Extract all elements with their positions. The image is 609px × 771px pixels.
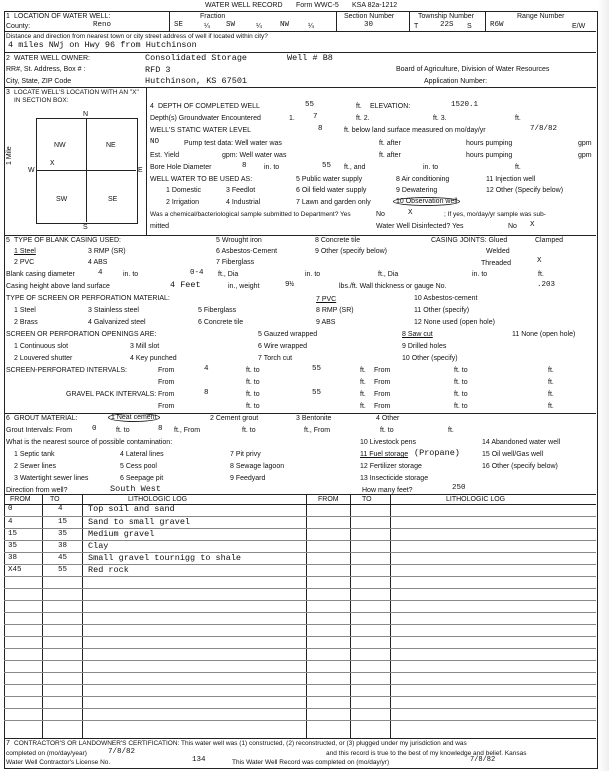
grout-neat[interactable]: 1 Neat cement <box>108 414 160 422</box>
casing-other[interactable]: 9 Other (specify below) <box>315 248 387 255</box>
screen-brass[interactable]: 2 Brass <box>14 319 38 326</box>
county-label: County: <box>6 23 31 30</box>
log-to-header: TO <box>50 496 60 503</box>
gw-1: 1. <box>289 115 295 122</box>
use-oil[interactable]: 6 Oil field water supply <box>296 187 367 194</box>
screen-pvc[interactable]: 7 PVC <box>316 296 337 303</box>
section-number-4: 4 <box>150 103 154 110</box>
diameter-value[interactable]: 4 <box>98 269 103 277</box>
address-label: RR#, St. Address, Box # : <box>6 66 86 73</box>
row-line <box>4 588 596 589</box>
scan-edge <box>598 0 609 771</box>
screen-abs[interactable]: 9 ABS <box>316 319 336 326</box>
grout-int-to[interactable]: 8 <box>158 425 163 433</box>
direction-label: Direction from well? <box>6 487 68 494</box>
cert-true: and this record is true to the best of my knowledge and belief. Kansas <box>326 750 527 757</box>
location-x-mark[interactable]: X <box>50 160 55 168</box>
use-other[interactable]: 12 Other (Specify below) <box>486 187 564 194</box>
row-line <box>4 672 596 673</box>
section-number-7: 7 <box>6 740 10 747</box>
direction-value[interactable]: South West <box>110 484 162 494</box>
owner-name[interactable]: Consolidated Storage <box>145 53 248 63</box>
grout-other[interactable]: 4 Other <box>376 415 400 422</box>
cert-completed: completed on (mo/day/year) <box>6 750 87 757</box>
row-line <box>4 696 596 697</box>
log-row-4-desc[interactable]: Small gravel tournigg to shale <box>88 553 242 563</box>
yield-after: ft. after <box>379 152 401 159</box>
diameter-to[interactable]: 0-4 <box>190 269 204 277</box>
static-mid: ft. below land surface measured on mo/day/yr <box>344 127 486 134</box>
section-value[interactable]: 30 <box>364 21 374 29</box>
grout-ftfrom: ft., From <box>174 427 201 434</box>
row-line <box>4 612 596 613</box>
row-line <box>4 684 596 685</box>
use-label: WELL WATER TO BE USED AS: <box>150 176 253 183</box>
casing-wrought[interactable]: 5 Wrought iron <box>216 237 262 244</box>
compass-s: S <box>83 224 88 231</box>
openings-label: SCREEN OR PERFORATION OPENINGS ARE: <box>6 331 157 338</box>
gravel-from-val[interactable]: 8 <box>204 389 209 397</box>
screen-other[interactable]: 11 Other (specify) <box>414 307 470 314</box>
log-row-1-to[interactable]: 15 <box>58 518 68 526</box>
row-line <box>4 600 596 601</box>
owner-label: WATER WELL OWNER: <box>14 55 90 62</box>
cont-insecticide[interactable]: 13 Insecticide storage <box>360 475 429 482</box>
locate-label: LOCATE WELL'S LOCATION WITH AN "X" IN SECTION BOX: <box>14 89 139 104</box>
use-irrigation[interactable]: 2 Irrigation <box>166 199 200 206</box>
gravel-ft2: ft. <box>548 391 554 398</box>
intervals-label: SCREEN-PERFORATED INTERVALS: <box>6 367 127 374</box>
gw-3: ft. 3. <box>433 115 447 122</box>
grout-cement[interactable]: 2 Cement grout <box>210 415 259 422</box>
diameter-in3: in. to <box>472 271 488 278</box>
log-row-5-from[interactable]: X45 <box>8 566 22 574</box>
section-number-1: 1 <box>6 13 10 20</box>
log-row-3-desc[interactable]: Clay <box>88 541 109 551</box>
row-line <box>4 624 596 625</box>
record-completed-date[interactable]: 7/8/82 <box>470 756 496 764</box>
fraction-label: Fraction <box>200 13 226 20</box>
gw-1-value[interactable]: 7 <box>313 113 318 121</box>
static-date[interactable]: 7/8/82 <box>530 125 558 133</box>
township-value[interactable]: 22S <box>440 21 454 29</box>
county-value[interactable]: Reno <box>93 21 112 29</box>
casing-asbestos[interactable]: 6 Asbestos-Cement <box>216 248 278 255</box>
log-row-4-from[interactable]: 38 <box>8 554 18 562</box>
grout-ftto3: ft. to <box>380 427 394 434</box>
int-ft3: ft. <box>360 379 366 386</box>
compass-n: N <box>83 111 89 118</box>
joints-clamped[interactable]: Clamped <box>535 237 564 244</box>
grout-ftend: ft. <box>448 427 454 434</box>
use-domestic[interactable]: 1 Domestic <box>166 187 202 194</box>
casing-fiberglass[interactable]: 7 Fiberglass <box>216 259 255 266</box>
use-industrial[interactable]: 4 Industrial <box>226 199 261 206</box>
casing-label: TYPE OF BLANK CASING USED: <box>14 237 121 244</box>
height-in: in., weight <box>228 283 260 290</box>
depth-ft: ft. <box>356 103 362 110</box>
gravel-from2: From <box>374 391 391 398</box>
static-label: WELL'S STATIC WATER LEVEL <box>150 127 252 134</box>
int-from-val[interactable]: 4 <box>204 365 209 373</box>
cert-date[interactable]: 7/8/82 <box>108 748 136 756</box>
open-drilled[interactable]: 9 Drilled holes <box>402 343 447 350</box>
record-completed-label: This Water Well Record was completed on (mo/day/yr) <box>232 759 390 766</box>
gravel-to-val[interactable]: 55 <box>312 389 322 397</box>
divider <box>169 11 170 31</box>
int-ft4: ft. <box>548 379 554 386</box>
col-line <box>350 494 351 738</box>
cert-label: CONTRACTOR'S OR LANDOWNER'S CERTIFICATION: This water well was (1) constructed, (2) reconstructed, or (3) plugged under my jurisdiction and was <box>14 740 467 747</box>
quarter-3: ¼ <box>308 23 314 30</box>
use-injection[interactable]: 11 Injection well <box>486 176 536 183</box>
cont-lagoon[interactable]: 8 Sewage lagoon <box>230 463 285 470</box>
owner-well[interactable]: Well # B8 <box>287 53 333 63</box>
int-to-val[interactable]: 55 <box>312 365 322 373</box>
int-from4: From <box>374 379 391 386</box>
cont-privy[interactable]: 7 Pit privy <box>230 451 261 458</box>
yield-label: Est. Yield <box>150 152 180 159</box>
divider <box>4 413 596 414</box>
casing-abs[interactable]: 4 ABS <box>88 259 108 266</box>
col-line <box>42 494 43 738</box>
cont-livestock[interactable]: 10 Livestock pens <box>360 439 417 446</box>
diameter-in: in. to <box>123 271 139 278</box>
section-number-6: 6 <box>6 415 10 422</box>
section-number-3: 3 <box>6 89 10 96</box>
pump-after: ft. after <box>379 140 401 147</box>
log-row-1-desc[interactable]: Sand to small gravel <box>88 517 191 527</box>
log-row-1-from[interactable]: 4 <box>8 518 13 526</box>
log-row-0-from[interactable]: 0 <box>8 505 13 513</box>
use-dewatering[interactable]: 9 Dewatering <box>396 187 438 194</box>
log-litho-header: LITHOLOGIC LOG <box>128 496 188 503</box>
bore-label: Bore Hole Diameter <box>150 164 212 171</box>
form-number: Form WWC-5 <box>296 2 339 9</box>
chem-no[interactable]: No <box>376 211 385 218</box>
yield-gpm: gpm: Well water was <box>222 152 287 159</box>
log-row-5-desc[interactable]: Red rock <box>88 565 129 575</box>
bore-in2: in. to <box>423 164 439 171</box>
row-line <box>4 660 596 661</box>
log-row-2-from[interactable]: 15 <box>8 530 18 538</box>
screen-asbestos[interactable]: 10 Asbestos-cement <box>414 295 478 302</box>
grout-label: GROUT MATERIAL: <box>14 415 78 422</box>
ksa-ref: KSA 82a-1212 <box>352 2 398 9</box>
elevation-label: ELEVATION: <box>370 103 411 110</box>
cont-seepage[interactable]: 6 Seepage pit <box>120 475 164 482</box>
log-row-2-desc[interactable]: Medium gravel <box>88 529 155 539</box>
static-value[interactable]: 8 <box>318 125 323 133</box>
grout-ftfrom2: ft., From <box>304 427 331 434</box>
quad-nw: NW <box>54 142 66 149</box>
open-mill[interactable]: 3 Mill slot <box>130 343 160 350</box>
bore-in: in. to <box>264 164 280 171</box>
log-row-0-to[interactable]: 4 <box>58 505 63 513</box>
gravel-ftto2: ft. to <box>454 391 468 398</box>
cont-lateral[interactable]: 4 Lateral lines <box>120 451 164 458</box>
log-row-3-from[interactable]: 35 <box>8 542 18 550</box>
elevation-value[interactable]: 1520.1 <box>451 101 479 109</box>
city-value[interactable]: Hutchinson, KS 67501 <box>145 76 248 86</box>
gravel-from: From <box>158 391 175 398</box>
int-ft: ft. <box>360 367 366 374</box>
open-gauzed[interactable]: 5 Gauzed wrapped <box>258 331 318 338</box>
form-title: WATER WELL RECORD <box>205 2 283 9</box>
license-label: Water Well Contractor's License No. <box>6 759 111 766</box>
int-ftto4: ft. to <box>454 379 468 386</box>
int-from3: From <box>158 379 175 386</box>
col-line <box>390 494 391 738</box>
yield-gpm2: gpm <box>578 152 592 159</box>
row-line <box>4 636 596 637</box>
mile-label: 1 Mile <box>6 146 13 165</box>
grout-bentonite[interactable]: 3 Bentonite <box>296 415 332 422</box>
chem-x[interactable]: X <box>408 209 413 217</box>
township-s: S <box>467 23 472 30</box>
use-lawn[interactable]: 7 Lawn and garden only <box>296 199 371 206</box>
diameter-ft: ft., Dia <box>218 271 239 278</box>
open-key[interactable]: 4 Key punched <box>130 355 177 362</box>
gravel-ft4: ft. <box>548 403 554 410</box>
city-label: City, State, ZIP Code <box>6 78 72 85</box>
compass-e: E <box>138 167 143 174</box>
application-label: Application Number: <box>424 78 488 85</box>
quad-sw: SW <box>56 196 68 203</box>
casing-pvc[interactable]: 2 PVC <box>14 259 35 266</box>
gravel-ftto3: ft. to <box>246 403 260 410</box>
gravel-ftto: ft. to <box>246 391 260 398</box>
screen-galvanized[interactable]: 4 Galvanized steel <box>88 319 146 326</box>
gravel-ftto4: ft. to <box>454 403 468 410</box>
use-public[interactable]: 5 Public water supply <box>296 176 363 183</box>
screen-fiberglass[interactable]: 5 Fiberglass <box>198 307 237 314</box>
grout-int-label: Grout Intervals: From <box>6 427 73 434</box>
divider <box>4 31 596 32</box>
int-from2: From <box>374 367 391 374</box>
joints-threaded[interactable]: Threaded <box>481 260 511 267</box>
int-ftto2: ft. to <box>454 367 468 374</box>
diameter-ft3: ft. <box>538 271 544 278</box>
cont-fertilizer[interactable]: 12 Fertilizer storage <box>360 463 422 470</box>
cont-fuel-note: (Propane) <box>414 448 460 458</box>
diameter-in2: in. to <box>305 271 321 278</box>
int-ft2: ft. <box>548 367 554 374</box>
license-value[interactable]: 134 <box>192 756 206 764</box>
section-label: Section Number <box>344 13 395 20</box>
screen-rmp[interactable]: 8 RMP (SR) <box>316 307 354 314</box>
compass-w: W <box>28 167 35 174</box>
row-line <box>4 648 596 649</box>
casing-concrete[interactable]: 8 Concrete tile <box>315 237 361 244</box>
section-number-5: 5 <box>6 237 10 244</box>
use-observation[interactable]: 10 Observation well <box>393 198 460 206</box>
log-litho-header-2: LITHOLOGIC LOG <box>446 496 506 503</box>
open-other[interactable]: 10 Other (specify) <box>402 355 458 362</box>
address-value[interactable]: RFD 3 <box>145 65 171 75</box>
diameter-ft2: ft., Dia <box>378 271 399 278</box>
screen-none[interactable]: 12 None used (open hole) <box>414 319 495 326</box>
open-torch[interactable]: 7 Torch cut <box>258 355 293 362</box>
quad-ne: NE <box>106 142 116 149</box>
cont-other[interactable]: 16 Other (specify below) <box>482 463 558 470</box>
row-line <box>4 576 596 577</box>
pump-gpm: gpm <box>578 140 592 147</box>
distance-value[interactable]: 4 miles NWj on Hwy 96 from Hutchinson <box>8 40 197 50</box>
threaded-x[interactable]: X <box>537 257 542 265</box>
quarter-1: ¼ <box>204 23 210 30</box>
bore-to[interactable]: 55 <box>322 162 332 170</box>
weight-value[interactable]: 9½ <box>285 281 295 289</box>
depth-value[interactable]: 55 <box>305 101 315 109</box>
row-line <box>4 720 596 721</box>
pump-label: Pump test data: Well water was <box>184 140 282 147</box>
bore-ft: ft., and <box>344 164 366 171</box>
open-none[interactable]: 11 None (open hole) <box>512 331 576 338</box>
disinfected-x[interactable]: X <box>530 221 535 229</box>
cont-cess[interactable]: 5 Cess pool <box>120 463 157 470</box>
chem-label: Was a chemical/bacteriological sample submitted to Department? Yes <box>150 211 351 218</box>
cont-fuel[interactable]: 11 Fuel storage <box>360 451 409 458</box>
pump-no[interactable]: NO <box>150 138 160 146</box>
feet-label: How many feet? <box>362 487 413 494</box>
log-row-0-desc[interactable]: Top soil and sand <box>88 504 175 514</box>
disinfected-label: Water Well Disinfected? Yes <box>376 223 464 230</box>
range-label: Range Number <box>517 13 565 20</box>
screen-label: TYPE OF SCREEN OR PERFORATION MATERIAL: <box>6 295 170 302</box>
grout-ftto2: ft. to <box>242 427 256 434</box>
feet-value[interactable]: 250 <box>452 484 466 492</box>
open-louvered[interactable]: 2 Louvered shutter <box>14 355 73 362</box>
gw-2: ft. 2. <box>356 115 370 122</box>
gravel-from3: From <box>158 403 175 410</box>
gravel-from4: From <box>374 403 391 410</box>
location-label: LOCATION OF WATER WELL: <box>14 13 111 20</box>
log-to-header-2: TO <box>362 496 372 503</box>
gravel-ft: ft. <box>360 391 366 398</box>
open-saw[interactable]: 8 Saw cut <box>402 331 433 338</box>
diameter-label: Blank casing diameter <box>6 271 75 278</box>
bore-value[interactable]: 8 <box>242 162 247 170</box>
gauge-value[interactable]: .203 <box>537 281 556 289</box>
casing-steel[interactable]: 1 Steel <box>14 248 36 255</box>
col-line <box>306 494 307 738</box>
cont-oilwell[interactable]: 15 Oil well/Gas well <box>482 451 544 458</box>
int-ftto: ft. to <box>246 367 260 374</box>
col-line <box>82 494 83 738</box>
chem-submitted: mitted <box>150 223 170 230</box>
height-value[interactable]: 4 Feet <box>170 280 201 290</box>
use-air[interactable]: 8 Air conditioning <box>396 176 450 183</box>
int-ftto3: ft. to <box>246 379 260 386</box>
distance-label: Distance and direction from nearest town or city street address of well if located within city? <box>6 33 268 40</box>
log-row-2-to[interactable]: 35 <box>58 530 68 538</box>
int-from: From <box>158 367 175 374</box>
casing-rmp[interactable]: 3 RMP (SR) <box>88 248 126 255</box>
divider <box>336 11 337 31</box>
row-line <box>4 708 596 709</box>
divider <box>485 11 486 31</box>
log-from-header: FROM <box>10 496 31 503</box>
height-label: Casing height above land surface <box>6 283 110 290</box>
depth-label: DEPTH OF COMPLETED WELL <box>158 103 260 110</box>
groundwater-label: Depth(s) Groundwater Encountered <box>150 115 261 122</box>
divider <box>4 87 596 88</box>
divider <box>4 738 596 739</box>
fraction-2[interactable]: SW <box>226 21 236 29</box>
bore-ft2: ft. <box>515 164 521 171</box>
divider <box>146 87 147 235</box>
log-row-3-to[interactable]: 38 <box>58 542 68 550</box>
divider <box>4 494 596 495</box>
gw-end: ft. <box>515 115 521 122</box>
log-row-5-to[interactable]: 55 <box>58 566 68 574</box>
chem-sample: ; If yes, mo/day/yr sample was sub- <box>444 211 546 218</box>
joints-welded[interactable]: Welded <box>486 248 510 255</box>
open-wire[interactable]: 6 Wire wrapped <box>258 343 308 350</box>
grout-int-from[interactable]: 0 <box>92 425 97 433</box>
divider <box>409 11 410 31</box>
grout-ftto: ft. to <box>116 427 130 434</box>
section-grid[interactable] <box>36 118 138 224</box>
use-feedlot[interactable]: 3 Feedlot <box>226 187 256 194</box>
disinfected-no[interactable]: No <box>508 223 517 230</box>
screen-concrete[interactable]: 6 Concrete tile <box>198 319 244 326</box>
fraction-3[interactable]: NW <box>280 21 290 29</box>
quad-se: SE <box>108 196 118 203</box>
cont-sewer[interactable]: 2 Sewer lines <box>14 463 57 470</box>
log-row-4-to[interactable]: 45 <box>58 554 68 562</box>
cont-watertight[interactable]: 3 Watertight sewer lines <box>14 475 89 482</box>
range-value[interactable]: R6W <box>490 21 504 29</box>
contamination-label: What is the nearest source of possible contamination: <box>6 439 173 446</box>
open-continuous[interactable]: 1 Continuous slot <box>14 343 69 350</box>
joints-label: CASING JOINTS: Glued <box>431 237 508 244</box>
cont-septic[interactable]: 1 Septic tank <box>14 451 55 458</box>
log-from-header-2: FROM <box>318 496 339 503</box>
yield-hours: hours pumping <box>466 152 513 159</box>
quarter-2: ¼ <box>256 23 262 30</box>
cont-feedyard[interactable]: 9 Feedyard <box>230 475 266 482</box>
weight-lbs: lbs./ft. Wall thickness or gauge No. <box>339 283 447 290</box>
gravel-label: GRAVEL PACK INTERVALS: <box>66 391 157 398</box>
township-t: T <box>414 23 419 30</box>
section-number-2: 2 <box>6 55 10 62</box>
divider <box>4 235 596 236</box>
grid-line <box>36 170 136 171</box>
screen-steel[interactable]: 1 Steel <box>14 307 36 314</box>
screen-stainless[interactable]: 3 Stainless steel <box>88 307 139 314</box>
fraction-1[interactable]: SE <box>174 21 184 29</box>
township-label: Township Number <box>418 13 475 20</box>
pump-hours: hours pumping <box>466 140 513 147</box>
cont-abandoned[interactable]: 14 Abandoned water well <box>482 439 561 446</box>
gravel-ft3: ft. <box>360 403 366 410</box>
board-label: Board of Agriculture, Division of Water Resources <box>396 66 550 73</box>
range-ew: E/W <box>572 23 586 30</box>
